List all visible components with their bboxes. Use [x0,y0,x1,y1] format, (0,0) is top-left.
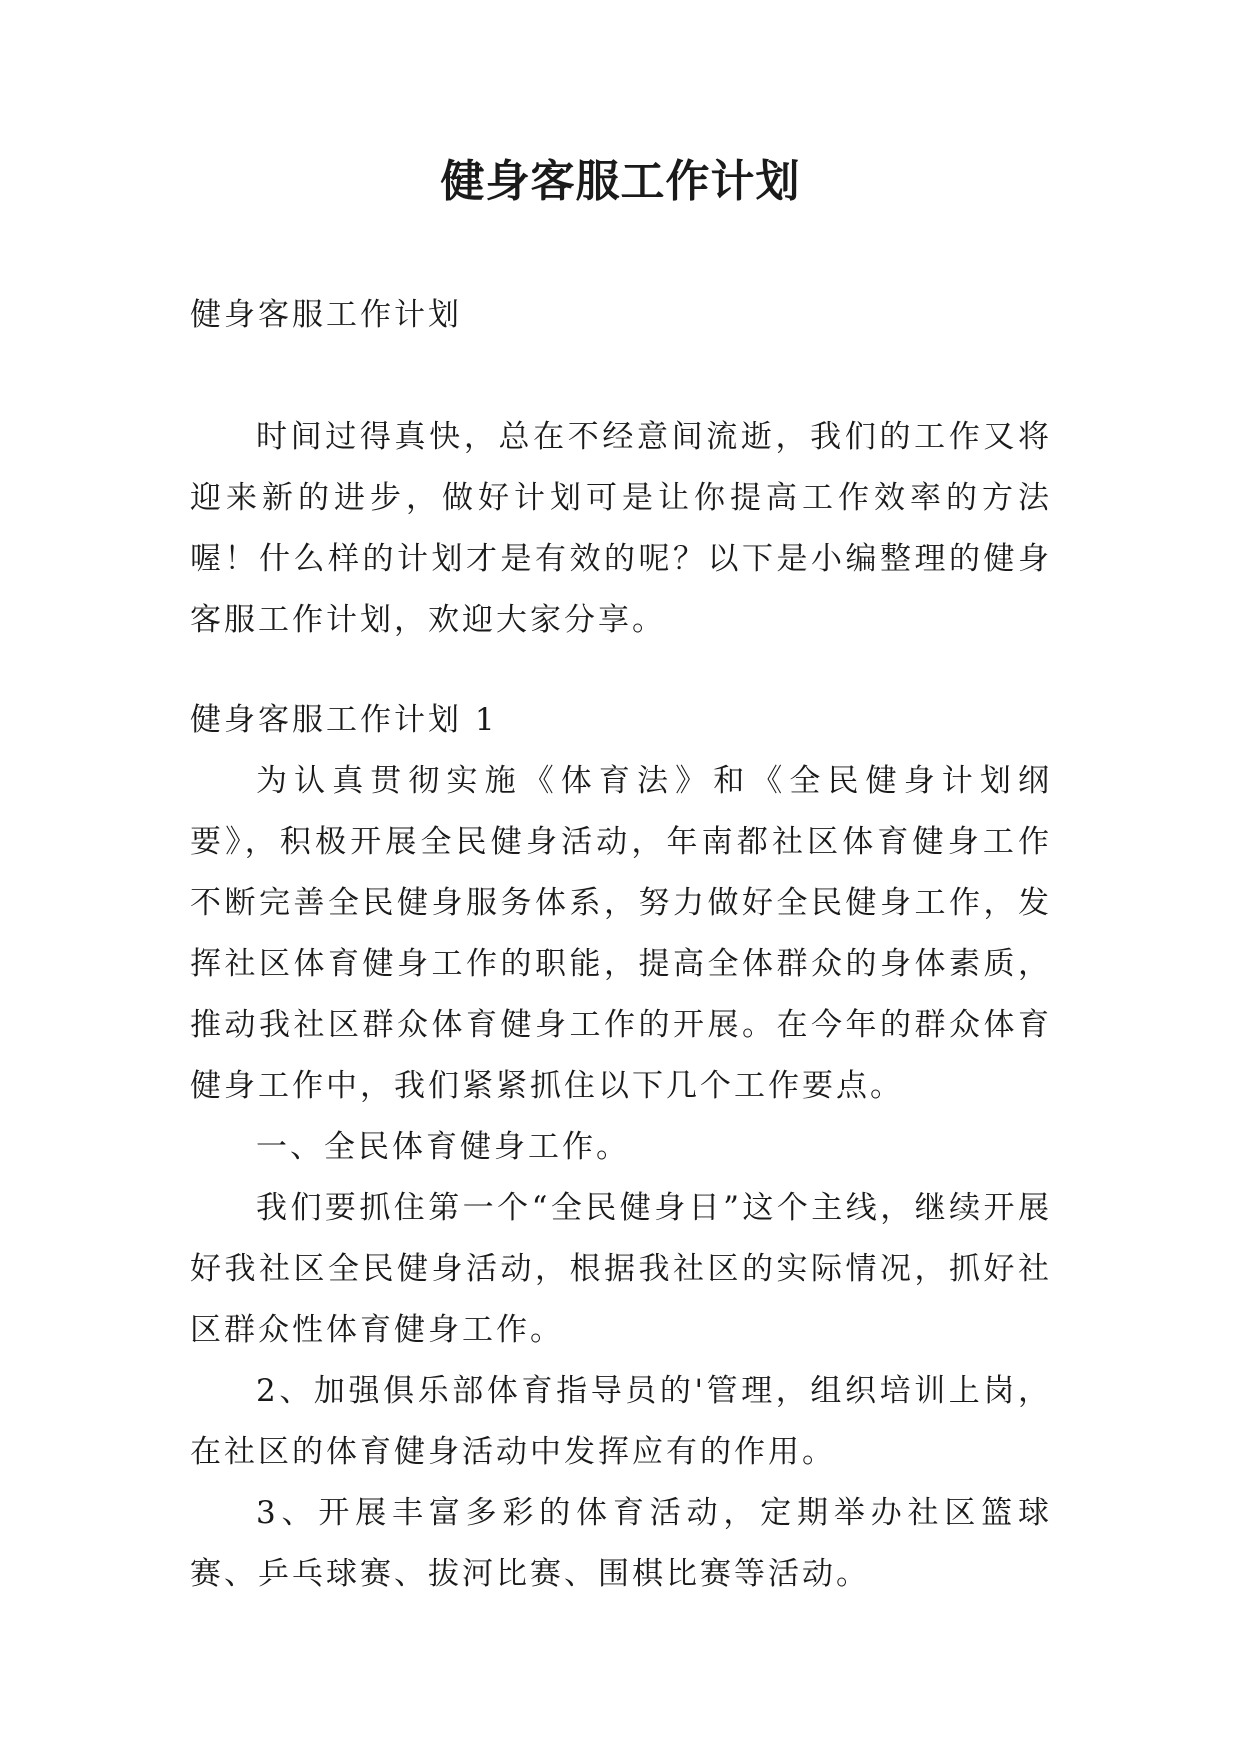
section-1-paragraph-1: 为认真贯彻实施《体育法》和《全民健身计划纲要》，积极开展全民健身活动，年南都社区体育健身工作不断完善全民健身服务体系，努力做好全民健身工作，发挥社区体育健身工作的职能，提高全体群众的身体素质，推动我社区群众体育健身工作的开展。在今年的群众体育健身工作中，我们紧紧抓住以下几个工作要点。 [190,763,1052,1104]
section-1-paragraph-2: 一、全民体育健身工作。 [256,1129,630,1165]
document-title: 健身客服工作计划 [440,156,801,207]
section-1-paragraph-5: 3、开展丰富多彩的体育活动，定期举办社区篮球赛、乒乓球赛、拔河比赛、围棋比赛等活动。 [190,1495,1052,1592]
section-1 [190,690,1052,1605]
section-1-paragraph-3: 我们要抓住第一个“全民健身日”这个主线，继续开展好我社区全民健身活动，根据我社区的实际情况，抓好社区群众性体育健身工作。 [190,1190,1052,1348]
intro-paragraph: 时间过得真快，总在不经意间流逝，我们的工作又将迎来新的进步，做好计划可是让你提高工作效率的方法喔！什么样的计划才是有效的呢？以下是小编整理的健身客服工作计划，欢迎大家分享。 [190,419,1052,638]
section-1-heading: 健身客服工作计划 1 [190,702,498,738]
document-subtitle-block [190,285,1052,346]
document-subtitle: 健身客服工作计划 [190,297,462,333]
intro-block [190,407,1052,651]
section-1-paragraph-4: 2、加强俱乐部体育指导员的'管理，组织培训上岗，在社区的体育健身活动中发挥应有的作用。 [190,1373,1052,1470]
